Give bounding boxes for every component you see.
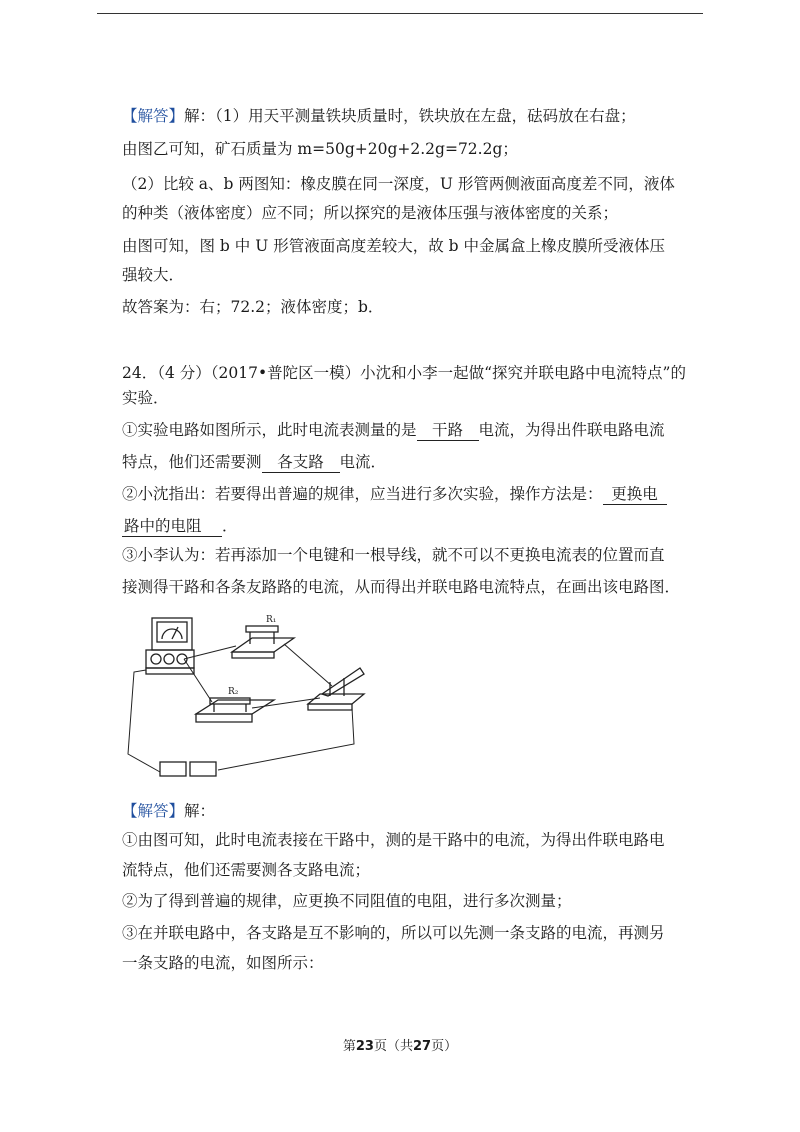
r2-label: R₂ bbox=[228, 687, 239, 697]
battery-icon bbox=[160, 762, 216, 776]
switch-icon bbox=[308, 668, 364, 710]
question-part-2 bbox=[122, 484, 667, 505]
answer-text: 解： bbox=[184, 802, 216, 820]
answer-line: ①由图可知，此时电流表接在干路中，测的是干路中的电流，为得出件联电路电 bbox=[122, 831, 665, 849]
question-part-3-cont: 接测得干路和各条友路路的电流，从而得出并联电路电流特点，在画出该电路图． bbox=[122, 578, 681, 596]
question-title: 24．（4 分）（2017•普陀区一模）小沈和小李一起做“探究并联电路中电流特点”的 bbox=[122, 364, 686, 382]
page-number: 23 bbox=[355, 1039, 374, 1054]
text: 页） bbox=[431, 1039, 458, 1054]
text: ②小沈指出：若要得出普遍的规律，应当进行多次实验，操作方法是： bbox=[122, 485, 603, 503]
question-title-cont: 实验． bbox=[122, 389, 169, 407]
answer-blank: 路中的电阻 bbox=[122, 516, 222, 537]
answer-line: 流特点，他们还需要测各支路电流； bbox=[122, 861, 371, 879]
answer-blank: 各支路 bbox=[262, 452, 340, 473]
answer-line: ②为了得到普遍的规律，应更换不同阻值的电阻，进行多次测量； bbox=[122, 892, 572, 910]
answer-line: （2）比较 a、b 两图知：橡皮膜在同一深度，U 形管两侧液面高度差不同，液体 bbox=[122, 175, 675, 193]
r1-label: R₁ bbox=[266, 615, 277, 625]
question-part-3: ③小李认为：若再添加一个电键和一根导线，就不可以不更换电流表的位置而直 bbox=[122, 546, 665, 564]
answer-tag: 【解答】 bbox=[122, 802, 185, 820]
answer-line: 强较大． bbox=[122, 266, 185, 284]
text: 电流，为得出件联电路电流 bbox=[478, 421, 665, 439]
answer-line: ③在并联电路中，各支路是互不影响的，所以可以先测一条支路的电流，再测另 bbox=[122, 924, 665, 942]
question-part-1 bbox=[122, 420, 665, 441]
text: 特点，他们还需要测 bbox=[122, 453, 262, 471]
answer-line bbox=[122, 801, 215, 821]
answer-blank: 干路 bbox=[417, 420, 479, 441]
question-part-1-cont bbox=[122, 452, 386, 473]
wires bbox=[128, 644, 354, 772]
page-total: 27 bbox=[413, 1039, 432, 1054]
ammeter-icon bbox=[146, 618, 194, 674]
answer-text: 解：（1）用天平测量铁块质量时，铁块放在左盘，砝码放在右盘； bbox=[184, 107, 636, 125]
circuit-diagram bbox=[124, 612, 382, 782]
final-answer: 故答案为：右；72.2；液体密度；b． bbox=[122, 298, 384, 316]
header-rule bbox=[97, 13, 703, 14]
answer-line bbox=[122, 106, 636, 126]
answer-blank: 更换电 bbox=[603, 484, 667, 505]
answer-line: 由图可知，图 b 中 U 形管液面高度差较大，故 b 中金属盒上橡皮膜所受液体压 bbox=[122, 237, 665, 255]
text: ①实验电路如图所示，此时电流表测量的是 bbox=[122, 421, 417, 439]
text: 第 bbox=[342, 1039, 356, 1054]
page-footer bbox=[0, 1035, 800, 1054]
answer-line: 的种类（液体密度）应不同；所以探究的是液体压强与液体密度的关系； bbox=[122, 204, 619, 222]
question-part-2-cont bbox=[122, 516, 238, 537]
resistor-r1 bbox=[232, 615, 294, 658]
text: 电流． bbox=[339, 453, 387, 471]
text: 页（共 bbox=[373, 1039, 413, 1054]
text: ． bbox=[222, 517, 238, 535]
resistor-r2 bbox=[196, 687, 274, 722]
answer-tag: 【解答】 bbox=[122, 107, 185, 125]
answer-line: 一条支路的电流，如图所示： bbox=[122, 954, 324, 972]
answer-line: 由图乙可知，矿石质量为 m=50g+20g+2.2g=72.2g； bbox=[122, 140, 518, 158]
